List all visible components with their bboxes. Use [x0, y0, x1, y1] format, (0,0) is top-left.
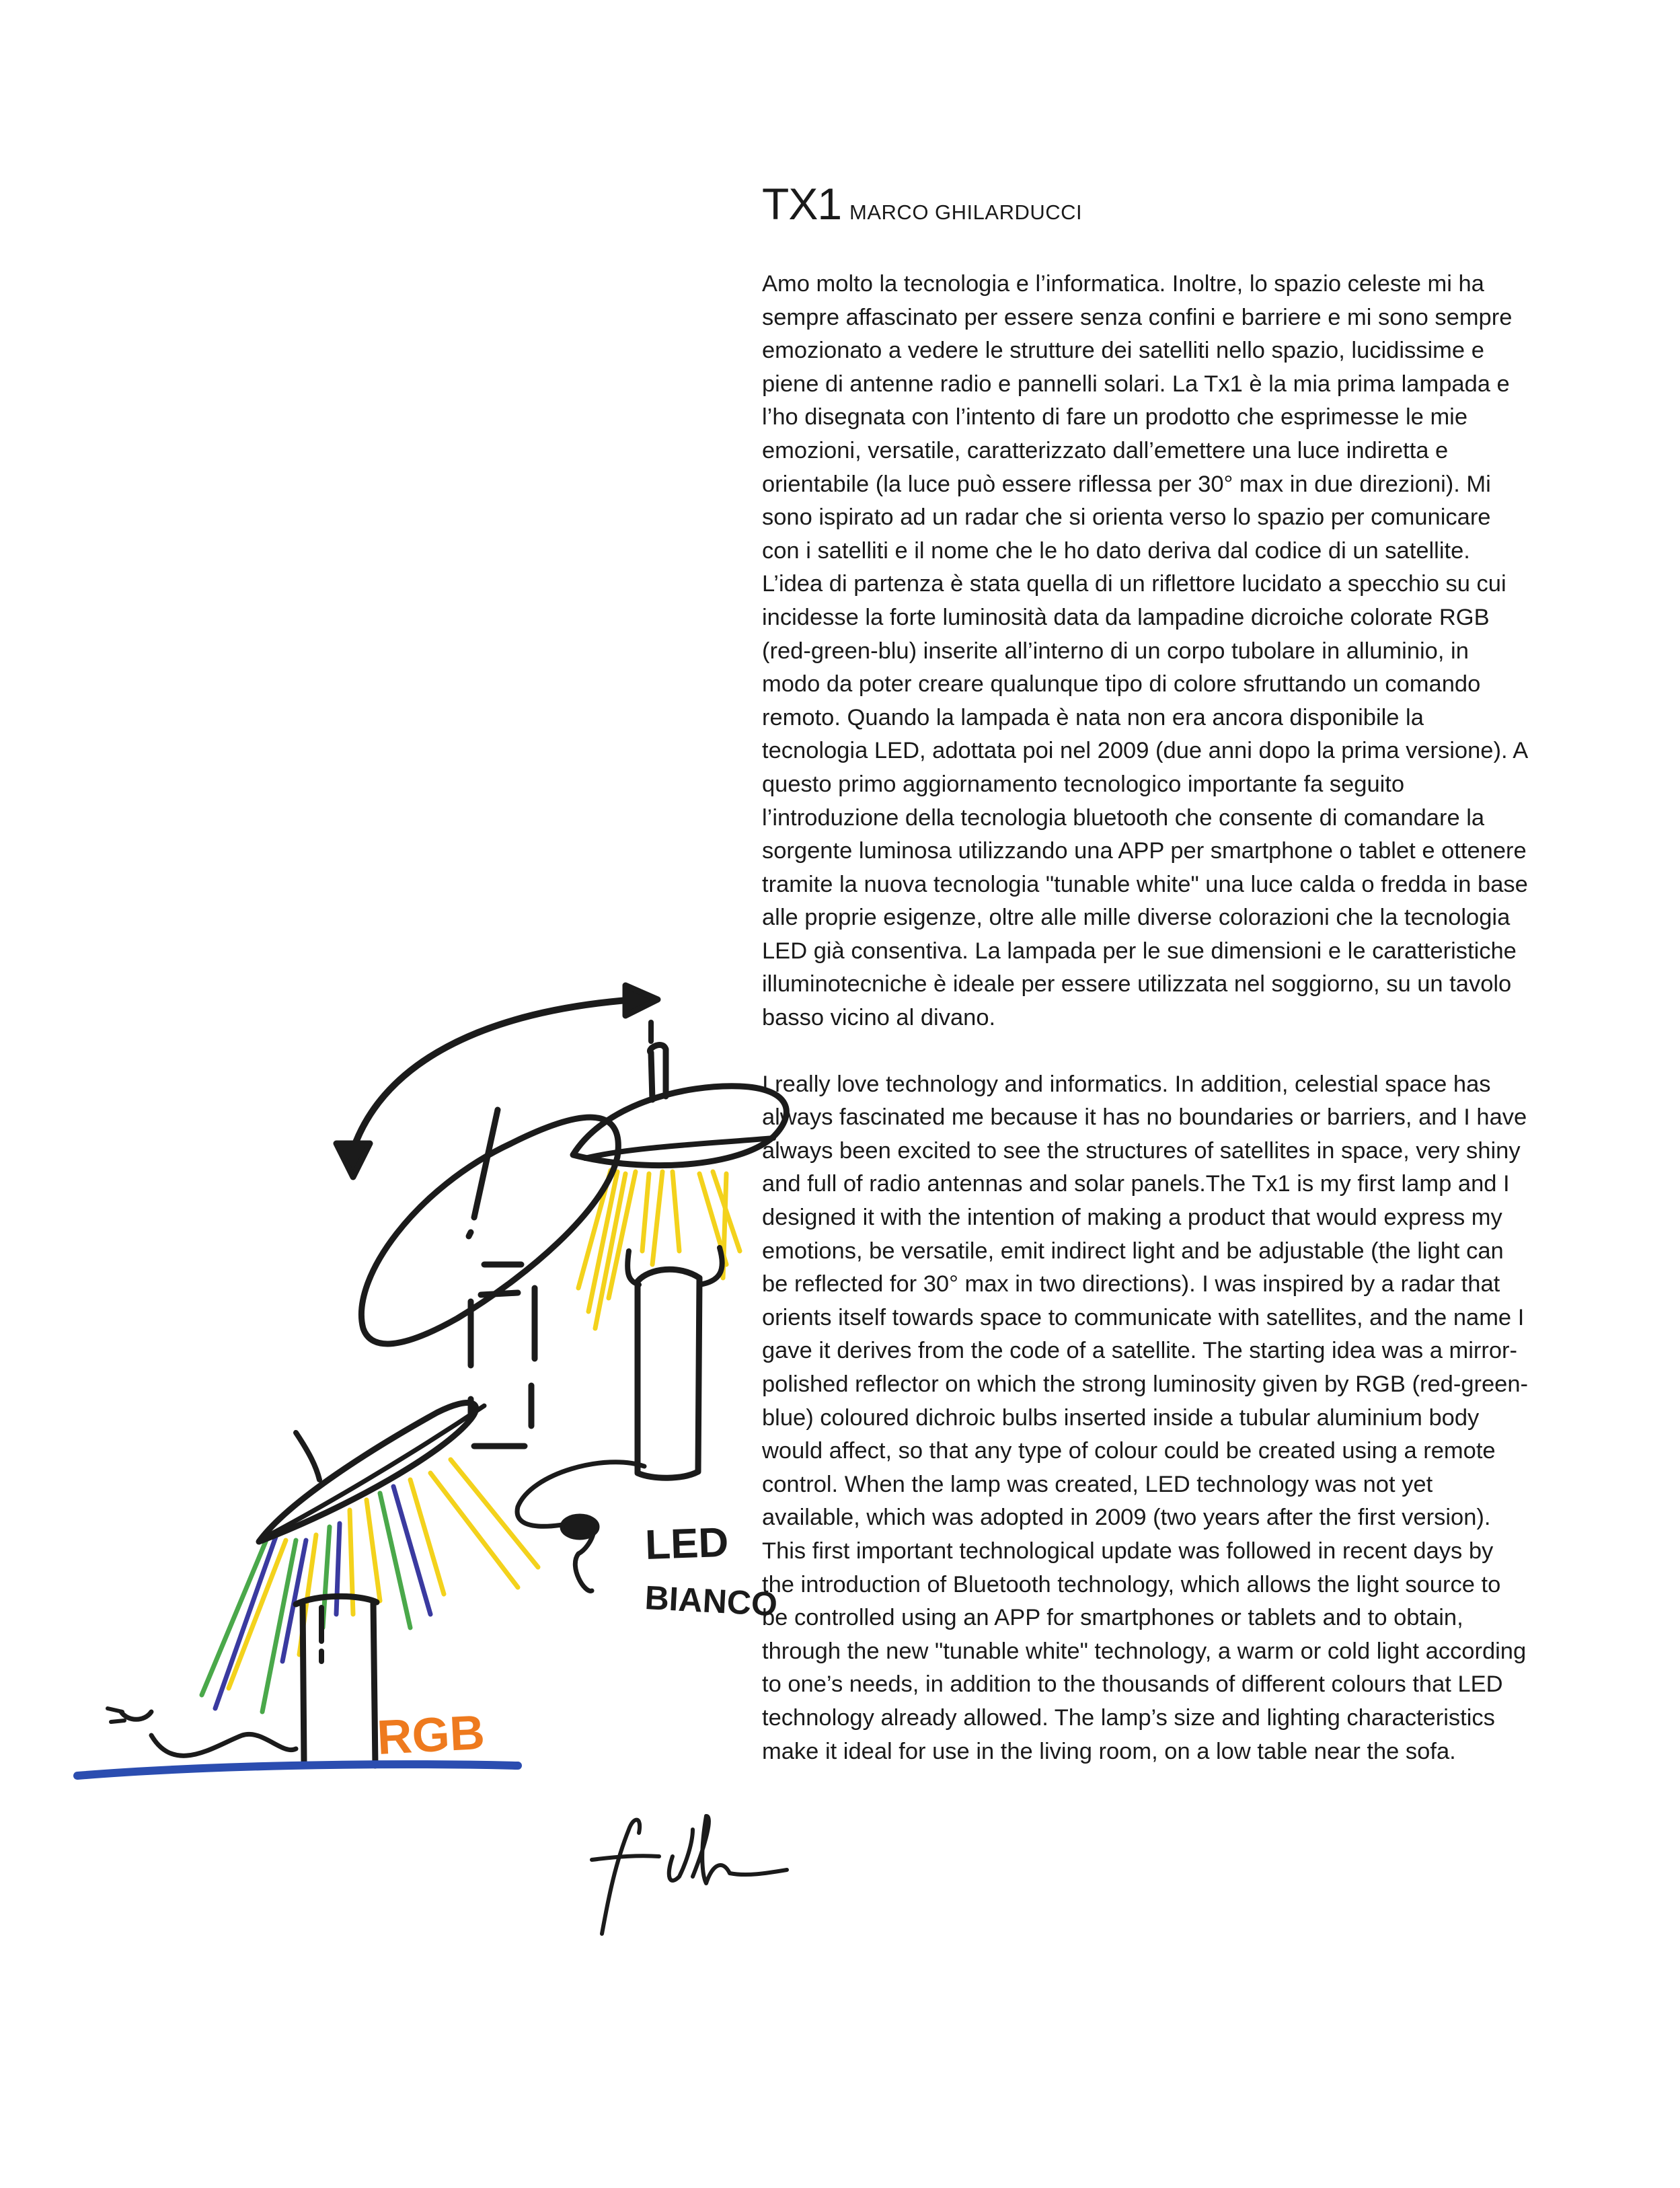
- description-italian: Amo molto la tecnologia e l’informatica. Inoltre, lo spazio celeste mi ha sempre affascinato per essere senza confini e barriere e mi sono sempre emozionato a vedere le strutture dei satelliti nello spazio, lucidissime e piene di antenne radio e pannelli solari. La Tx1 è la mia prima lampada e l’ho disegnata con l’intento di fare un prodotto che esprimesse le mie emozioni, versatile, caratterizzato dall’emettere una luce indiretta e orientabile (la luce può essere riflessa per 30° max in due direzioni). Mi sono ispirato ad un radar che si orienta verso lo spazio per comunicare con i satelliti e il nome che le ho dato deriva dal codice di un satellite. L’idea di partenza è stata quella di un riflettore lucidato a specchio su cui incidesse la forte luminosità data da lampadine dicroiche colorate RGB (red-green-blu) inserite all’interno di un corpo tubolare in alluminio, in modo da poter creare qualunque tipo di colore sfruttando un comando remoto. Quando la lampada è nata non era ancora disponibile la tecnologia LED, adottata poi nel 2009 (due anni dopo la prima versione). A questo primo aggiornamento tecnologico importante fa seguito l’introduzione della tecnologia bluetooth che consente di comandare la sorgente luminosa utilizzando una APP per smartphone o tablet e ottenere tramite la nuova tecnologia "tunable white" una luce calda o fredda in base alle proprie esigenze, oltre alle mille diverse colorazioni che la tecnologia LED già consentiva. La lampada per le sue dimensioni e le caratteristiche illuminotecniche è ideale per essere utilizzata nel soggiorno, su un tavolo basso vicino al divano.: [762, 271, 1528, 1031]
- description-english: I really love technology and informatics. In addition, celestial space has always fascinated me because it has no boundaries or barriers, and I have always been excited to see the structures of satellites in space, very shiny and full of radio antennas and solar panels.The Tx1 is my first lamp and I designed it with the intention of making a product that would express my emotions, be versatile, emit indirect light and be adjustable (the light can be reflected for 30° max in two directions). I was inspired by a radar that orients itself towards space to communicate with satellites, and the name I gave it derives from the code of a satellite. The starting idea was a mirror-polished reflector on which the strong luminosity given by RGB (red-green-blue) coloured dichroic bulbs inserted inside a tubular aluminium body would affect, so that any type of colour could be created using a remote control. When the lamp was created, LED technology was not yet available, which was adopted in 2009 (two years after the first version). This first important technological update was followed in recent days by the introduction of Bluetooth technology, which allows the light source to be controlled using an APP for smartphones or tablets and to obtain, through the new "tunable white" technology, a warm or cold light according to one’s needs, in addition to the thousands of different colours that LED technology already allowed. The lamp’s size and lighting characteristics make it ideal for use in the living room, on a low table near the sofa.: [762, 1071, 1529, 1764]
- sketch-label-rgb: RGB: [375, 1705, 486, 1765]
- signature: [592, 1816, 787, 1934]
- sketch-label-bianco: BIANCO: [644, 1579, 779, 1624]
- designer-name: MARCO GHILARDUCCI: [849, 200, 1083, 224]
- sketch-label-led: LED: [644, 1519, 730, 1569]
- rgb-light-rays: [202, 1460, 538, 1712]
- floor-line: [77, 1764, 518, 1776]
- upper-lamp-drawing: [517, 1022, 786, 1591]
- title-row: [762, 179, 1529, 229]
- product-title: TX1: [762, 179, 842, 229]
- text-column: [762, 179, 1529, 1768]
